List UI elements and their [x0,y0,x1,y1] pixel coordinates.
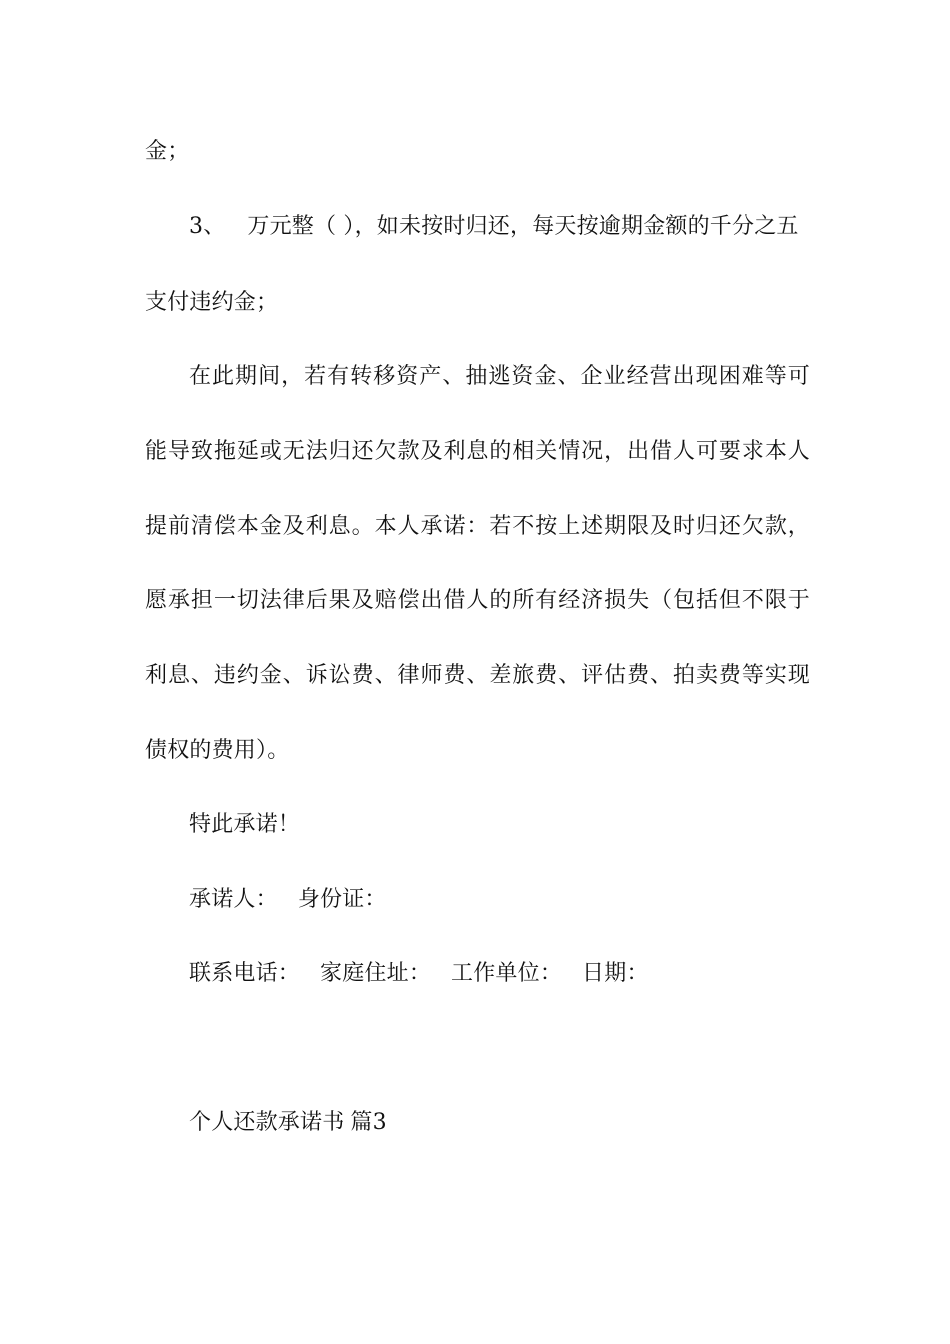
paragraph-line: 能导致拖延或无法归还欠款及利息的相关情况，出借人可要求本人 [145,439,810,464]
paragraph-line: 提前清偿本金及利息。本人承诺：若不按上述期限及时归还欠款， [145,514,810,539]
list-number: 3、 [189,214,226,239]
promisor-label: 承诺人： [189,887,278,912]
paragraph-line [189,212,854,242]
employer-label: 工作单位： [451,961,563,986]
section-part: 篇3 [350,1110,387,1135]
closing-statement: 特此承诺！ [189,812,301,837]
id-card-label: 身份证： [297,887,387,912]
signature-line [189,885,854,915]
paragraph-line: 债权的费用）。 [145,738,290,763]
paragraph-line: 利息、违约金、诉讼费、律师费、差旅费、评估费、拍卖费等实现 [145,663,810,688]
address-label: 家庭住址： [320,961,432,986]
section-title: 个人还款承诺书 [189,1110,345,1135]
paragraph-line: 支付违约金； [145,290,279,315]
phone-label: 联系电话： [189,961,301,986]
section-heading [189,1108,854,1138]
paragraph-line: 金； [145,139,190,164]
list-item-text: 万元整（ ），如未按时归还，每天按逾期金额的千分之五 [247,214,799,239]
contact-line [189,959,854,989]
date-label: 日期： [582,961,649,986]
paragraph-line: 在此期间，若有转移资产、抽逃资金、企业经营出现困难等可 [189,364,810,389]
paragraph-line: 愿承担一切法律后果及赔偿出借人的所有经济损失（包括但不限于 [145,588,810,613]
